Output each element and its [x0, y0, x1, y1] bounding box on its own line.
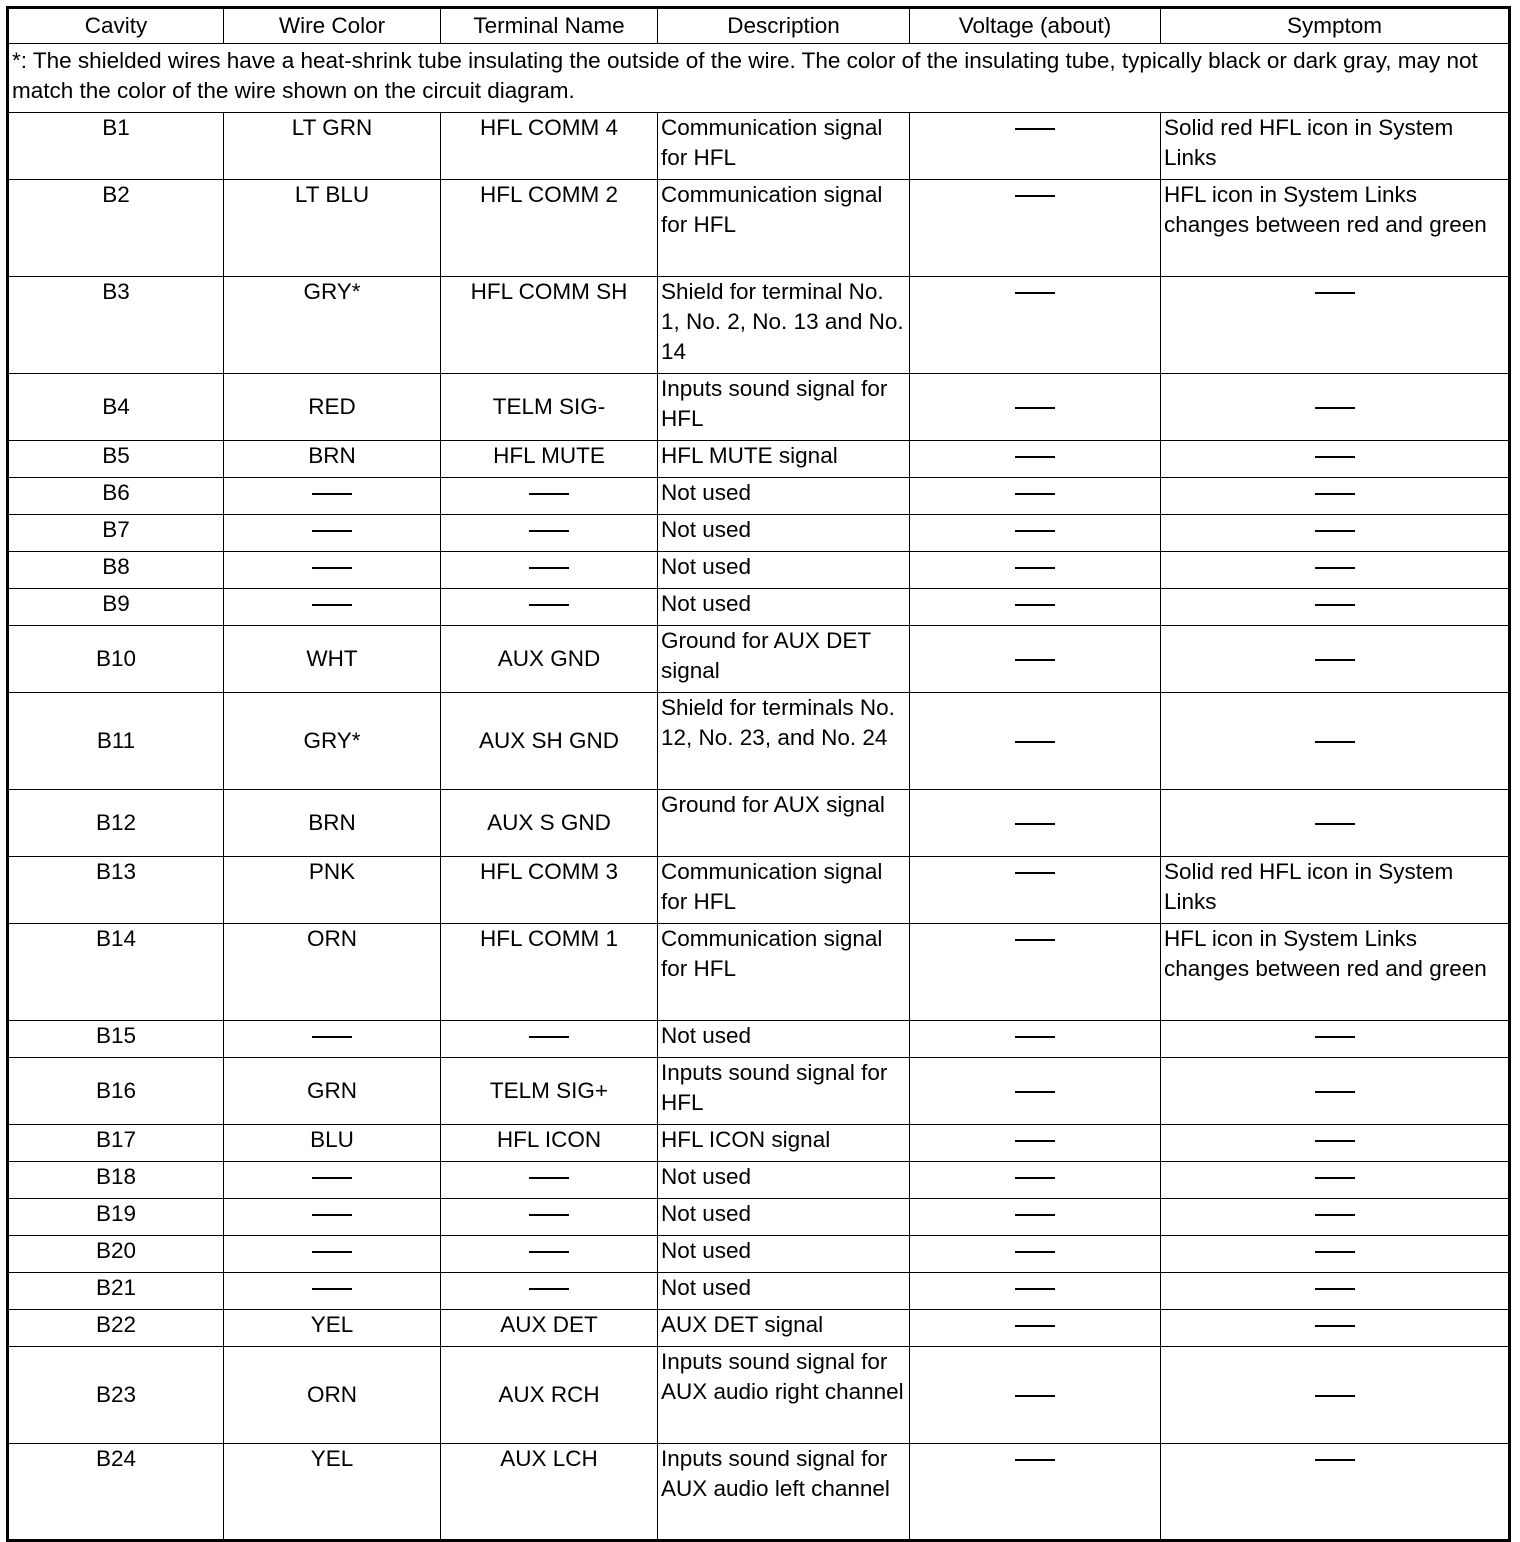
terminal-name-cell: HFL MUTE [441, 441, 658, 478]
wire-color-cell: GRN [224, 1058, 441, 1125]
table-row [8, 1162, 1510, 1199]
description-cell: Not used [658, 1162, 910, 1199]
empty-dash [1315, 292, 1355, 294]
symptom-cell [1161, 1125, 1510, 1162]
symptom-cell [1161, 1162, 1510, 1199]
empty-dash [1015, 1177, 1055, 1179]
empty-dash [312, 1214, 352, 1216]
wire-color-cell: PNK [224, 857, 441, 924]
terminal-name-cell [441, 1021, 658, 1058]
table-row [8, 277, 1510, 374]
table-row [8, 441, 1510, 478]
symptom-cell [1161, 626, 1510, 693]
wire-color-cell: ORN [224, 924, 441, 1021]
wire-color-cell [224, 1021, 441, 1058]
description-cell: Inputs sound signal for HFL [658, 374, 910, 441]
empty-dash [1315, 1395, 1355, 1397]
empty-dash [1015, 195, 1055, 197]
symptom-cell: Solid red HFL icon in System Links [1161, 857, 1510, 924]
terminal-name-cell: TELM SIG- [441, 374, 658, 441]
terminal-name-cell [441, 552, 658, 589]
table-row [8, 1444, 1510, 1541]
terminal-name-cell: HFL COMM 4 [441, 113, 658, 180]
terminal-name-cell: TELM SIG+ [441, 1058, 658, 1125]
cavity-cell: B16 [8, 1058, 224, 1125]
voltage-cell [910, 478, 1161, 515]
empty-dash [1015, 456, 1055, 459]
voltage-cell [910, 1125, 1161, 1162]
terminal-name-cell: HFL COMM SH [441, 277, 658, 374]
empty-dash [1015, 1251, 1055, 1254]
empty-dash [1015, 1395, 1055, 1397]
header-cavity: Cavity [8, 8, 224, 44]
empty-dash [1315, 1177, 1355, 1179]
table-row [8, 1125, 1510, 1162]
table-row [8, 180, 1510, 277]
symptom-cell: HFL icon in System Links changes between red and green [1161, 924, 1510, 1021]
table-row [8, 626, 1510, 693]
empty-dash [312, 567, 352, 569]
terminal-name-cell: AUX RCH [441, 1347, 658, 1444]
empty-dash [1015, 407, 1055, 410]
description-cell: Communication signal for HFL [658, 113, 910, 180]
table-row [8, 1236, 1510, 1273]
empty-dash [1015, 1325, 1055, 1328]
symptom-cell [1161, 441, 1510, 478]
wire-color-cell: ORN [224, 1347, 441, 1444]
table-row [8, 589, 1510, 626]
description-cell: HFL ICON signal [658, 1125, 910, 1162]
description-cell: Inputs sound signal for AUX audio right channel [658, 1347, 910, 1444]
symptom-cell: HFL icon in System Links changes between red and green [1161, 180, 1510, 277]
empty-dash [529, 493, 569, 495]
empty-dash [1315, 407, 1355, 410]
voltage-cell [910, 790, 1161, 857]
cavity-cell: B6 [8, 478, 224, 515]
description-cell: Not used [658, 552, 910, 589]
table-row [8, 693, 1510, 790]
voltage-cell [910, 1236, 1161, 1273]
description-cell: Shield for terminals No. 12, No. 23, and No. 24 [658, 693, 910, 790]
terminal-name-cell: HFL ICON [441, 1125, 658, 1162]
table-row [8, 1310, 1510, 1347]
empty-dash [1315, 1091, 1355, 1094]
note-row [8, 44, 1510, 113]
wire-color-cell: LT BLU [224, 180, 441, 277]
symptom-cell [1161, 790, 1510, 857]
empty-dash [529, 530, 569, 533]
terminal-name-cell: AUX LCH [441, 1444, 658, 1541]
header-row [8, 8, 1510, 44]
description-cell: Inputs sound signal for AUX audio left channel [658, 1444, 910, 1541]
empty-dash [1315, 1325, 1355, 1328]
empty-dash [1015, 292, 1055, 294]
table-row [8, 1199, 1510, 1236]
table-row [8, 478, 1510, 515]
cavity-cell: B8 [8, 552, 224, 589]
terminal-name-cell [441, 1199, 658, 1236]
empty-dash [529, 1288, 569, 1290]
empty-dash [1315, 1288, 1355, 1290]
empty-dash [1315, 1459, 1355, 1461]
cavity-cell: B3 [8, 277, 224, 374]
empty-dash [1315, 530, 1355, 533]
wire-color-cell [224, 1199, 441, 1236]
description-cell: HFL MUTE signal [658, 441, 910, 478]
symptom-cell [1161, 589, 1510, 626]
cavity-cell: B22 [8, 1310, 224, 1347]
empty-dash [1015, 1288, 1055, 1290]
terminal-name-cell: AUX GND [441, 626, 658, 693]
symptom-cell [1161, 1021, 1510, 1058]
cavity-cell: B2 [8, 180, 224, 277]
header-symptom: Symptom [1161, 8, 1510, 44]
connector-terminal-table [6, 6, 1511, 1542]
empty-dash [312, 604, 352, 606]
empty-dash [312, 1036, 352, 1039]
symptom-cell [1161, 693, 1510, 790]
table-row [8, 1273, 1510, 1310]
wire-color-cell [224, 1162, 441, 1199]
description-cell: Not used [658, 1199, 910, 1236]
voltage-cell [910, 441, 1161, 478]
empty-dash [1015, 741, 1055, 743]
cavity-cell: B17 [8, 1125, 224, 1162]
empty-dash [529, 567, 569, 569]
table-row [8, 552, 1510, 589]
cavity-cell: B5 [8, 441, 224, 478]
terminal-name-cell: AUX S GND [441, 790, 658, 857]
empty-dash [1315, 659, 1355, 661]
table-row [8, 1058, 1510, 1125]
wire-color-cell: LT GRN [224, 113, 441, 180]
empty-dash [312, 1288, 352, 1290]
empty-dash [312, 1251, 352, 1254]
voltage-cell [910, 1444, 1161, 1541]
terminal-name-cell [441, 478, 658, 515]
cavity-cell: B4 [8, 374, 224, 441]
symptom-cell [1161, 1236, 1510, 1273]
empty-dash [1315, 456, 1355, 459]
empty-dash [529, 1214, 569, 1216]
voltage-cell [910, 1021, 1161, 1058]
empty-dash [1015, 567, 1055, 569]
cavity-cell: B21 [8, 1273, 224, 1310]
empty-dash [1015, 1036, 1055, 1039]
description-cell: Inputs sound signal for HFL [658, 1058, 910, 1125]
empty-dash [1315, 741, 1355, 743]
symptom-cell [1161, 1058, 1510, 1125]
empty-dash [1315, 567, 1355, 569]
description-cell: Communication signal for HFL [658, 857, 910, 924]
cavity-cell: B15 [8, 1021, 224, 1058]
empty-dash [1015, 1091, 1055, 1094]
voltage-cell [910, 552, 1161, 589]
wire-color-cell [224, 1236, 441, 1273]
cavity-cell: B1 [8, 113, 224, 180]
shielded-wire-note: *: The shielded wires have a heat-shrink tube insulating the outside of the wire. The color of the insulating tube, typically black or dark gray, may not match the color of the wire shown on the circuit diagram. [8, 44, 1510, 113]
wire-color-cell: YEL [224, 1444, 441, 1541]
symptom-cell [1161, 374, 1510, 441]
description-cell: Communication signal for HFL [658, 180, 910, 277]
voltage-cell [910, 1058, 1161, 1125]
description-cell: Not used [658, 1236, 910, 1273]
voltage-cell [910, 1273, 1161, 1310]
empty-dash [1015, 128, 1055, 130]
wire-color-cell [224, 552, 441, 589]
empty-dash [1015, 530, 1055, 533]
empty-dash [1315, 1140, 1355, 1143]
cavity-cell: B23 [8, 1347, 224, 1444]
empty-dash [529, 604, 569, 606]
terminal-name-cell [441, 589, 658, 626]
empty-dash [1015, 604, 1055, 606]
empty-dash [1315, 823, 1355, 825]
empty-dash [1015, 493, 1055, 495]
terminal-name-cell: HFL COMM 1 [441, 924, 658, 1021]
description-cell: Communication signal for HFL [658, 924, 910, 1021]
empty-dash [1015, 1459, 1055, 1461]
symptom-cell [1161, 552, 1510, 589]
voltage-cell [910, 626, 1161, 693]
table-row [8, 1347, 1510, 1444]
voltage-cell [910, 113, 1161, 180]
empty-dash [312, 530, 352, 533]
wire-color-cell: RED [224, 374, 441, 441]
voltage-cell [910, 1199, 1161, 1236]
description-cell: Not used [658, 589, 910, 626]
empty-dash [312, 1177, 352, 1179]
voltage-cell [910, 857, 1161, 924]
wire-color-cell: GRY* [224, 693, 441, 790]
symptom-cell [1161, 478, 1510, 515]
empty-dash [1015, 939, 1055, 941]
description-cell: Not used [658, 1273, 910, 1310]
empty-dash [1315, 604, 1355, 606]
voltage-cell [910, 1310, 1161, 1347]
empty-dash [1315, 1251, 1355, 1254]
table-row [8, 1021, 1510, 1058]
table-row [8, 924, 1510, 1021]
cavity-cell: B19 [8, 1199, 224, 1236]
symptom-cell: Solid red HFL icon in System Links [1161, 113, 1510, 180]
terminal-name-cell: AUX DET [441, 1310, 658, 1347]
empty-dash [1315, 1214, 1355, 1216]
voltage-cell [910, 374, 1161, 441]
wire-color-cell: BRN [224, 441, 441, 478]
wire-color-cell [224, 1273, 441, 1310]
wire-color-cell: GRY* [224, 277, 441, 374]
terminal-name-cell [441, 515, 658, 552]
voltage-cell [910, 924, 1161, 1021]
table-row [8, 515, 1510, 552]
wire-color-cell: YEL [224, 1310, 441, 1347]
description-cell: Ground for AUX DET signal [658, 626, 910, 693]
description-cell: AUX DET signal [658, 1310, 910, 1347]
wire-color-cell: WHT [224, 626, 441, 693]
wire-color-cell [224, 478, 441, 515]
terminal-name-cell [441, 1236, 658, 1273]
voltage-cell [910, 1347, 1161, 1444]
header-terminal-name: Terminal Name [441, 8, 658, 44]
cavity-cell: B12 [8, 790, 224, 857]
cavity-cell: B24 [8, 1444, 224, 1541]
cavity-cell: B9 [8, 589, 224, 626]
empty-dash [529, 1177, 569, 1179]
description-cell: Ground for AUX signal [658, 790, 910, 857]
voltage-cell [910, 589, 1161, 626]
terminal-name-cell [441, 1162, 658, 1199]
symptom-cell [1161, 1347, 1510, 1444]
empty-dash [312, 493, 352, 495]
cavity-cell: B11 [8, 693, 224, 790]
voltage-cell [910, 1162, 1161, 1199]
cavity-cell: B18 [8, 1162, 224, 1199]
symptom-cell [1161, 1310, 1510, 1347]
cavity-cell: B7 [8, 515, 224, 552]
empty-dash [1015, 823, 1055, 825]
description-cell: Not used [658, 1021, 910, 1058]
empty-dash [529, 1036, 569, 1039]
empty-dash [1315, 493, 1355, 495]
voltage-cell [910, 180, 1161, 277]
header-wire-color: Wire Color [224, 8, 441, 44]
wire-color-cell [224, 589, 441, 626]
wire-color-cell: BLU [224, 1125, 441, 1162]
empty-dash [1015, 1214, 1055, 1216]
voltage-cell [910, 693, 1161, 790]
symptom-cell [1161, 1199, 1510, 1236]
wire-color-cell: BRN [224, 790, 441, 857]
cavity-cell: B20 [8, 1236, 224, 1273]
empty-dash [1015, 659, 1055, 661]
cavity-cell: B13 [8, 857, 224, 924]
table-row [8, 374, 1510, 441]
terminal-name-cell: HFL COMM 2 [441, 180, 658, 277]
symptom-cell [1161, 515, 1510, 552]
symptom-cell [1161, 1273, 1510, 1310]
terminal-name-cell [441, 1273, 658, 1310]
empty-dash [1315, 1036, 1355, 1039]
description-cell: Not used [658, 515, 910, 552]
symptom-cell [1161, 277, 1510, 374]
table-row [8, 113, 1510, 180]
wire-color-cell [224, 515, 441, 552]
table-row [8, 857, 1510, 924]
empty-dash [529, 1251, 569, 1254]
description-cell: Shield for terminal No. 1, No. 2, No. 13 and No. 14 [658, 277, 910, 374]
header-voltage: Voltage (about) [910, 8, 1161, 44]
voltage-cell [910, 277, 1161, 374]
cavity-cell: B10 [8, 626, 224, 693]
cavity-cell: B14 [8, 924, 224, 1021]
empty-dash [1015, 1140, 1055, 1143]
voltage-cell [910, 515, 1161, 552]
terminal-name-cell: AUX SH GND [441, 693, 658, 790]
header-description: Description [658, 8, 910, 44]
empty-dash [1015, 872, 1055, 874]
terminal-name-cell: HFL COMM 3 [441, 857, 658, 924]
table-row [8, 790, 1510, 857]
description-cell: Not used [658, 478, 910, 515]
symptom-cell [1161, 1444, 1510, 1541]
